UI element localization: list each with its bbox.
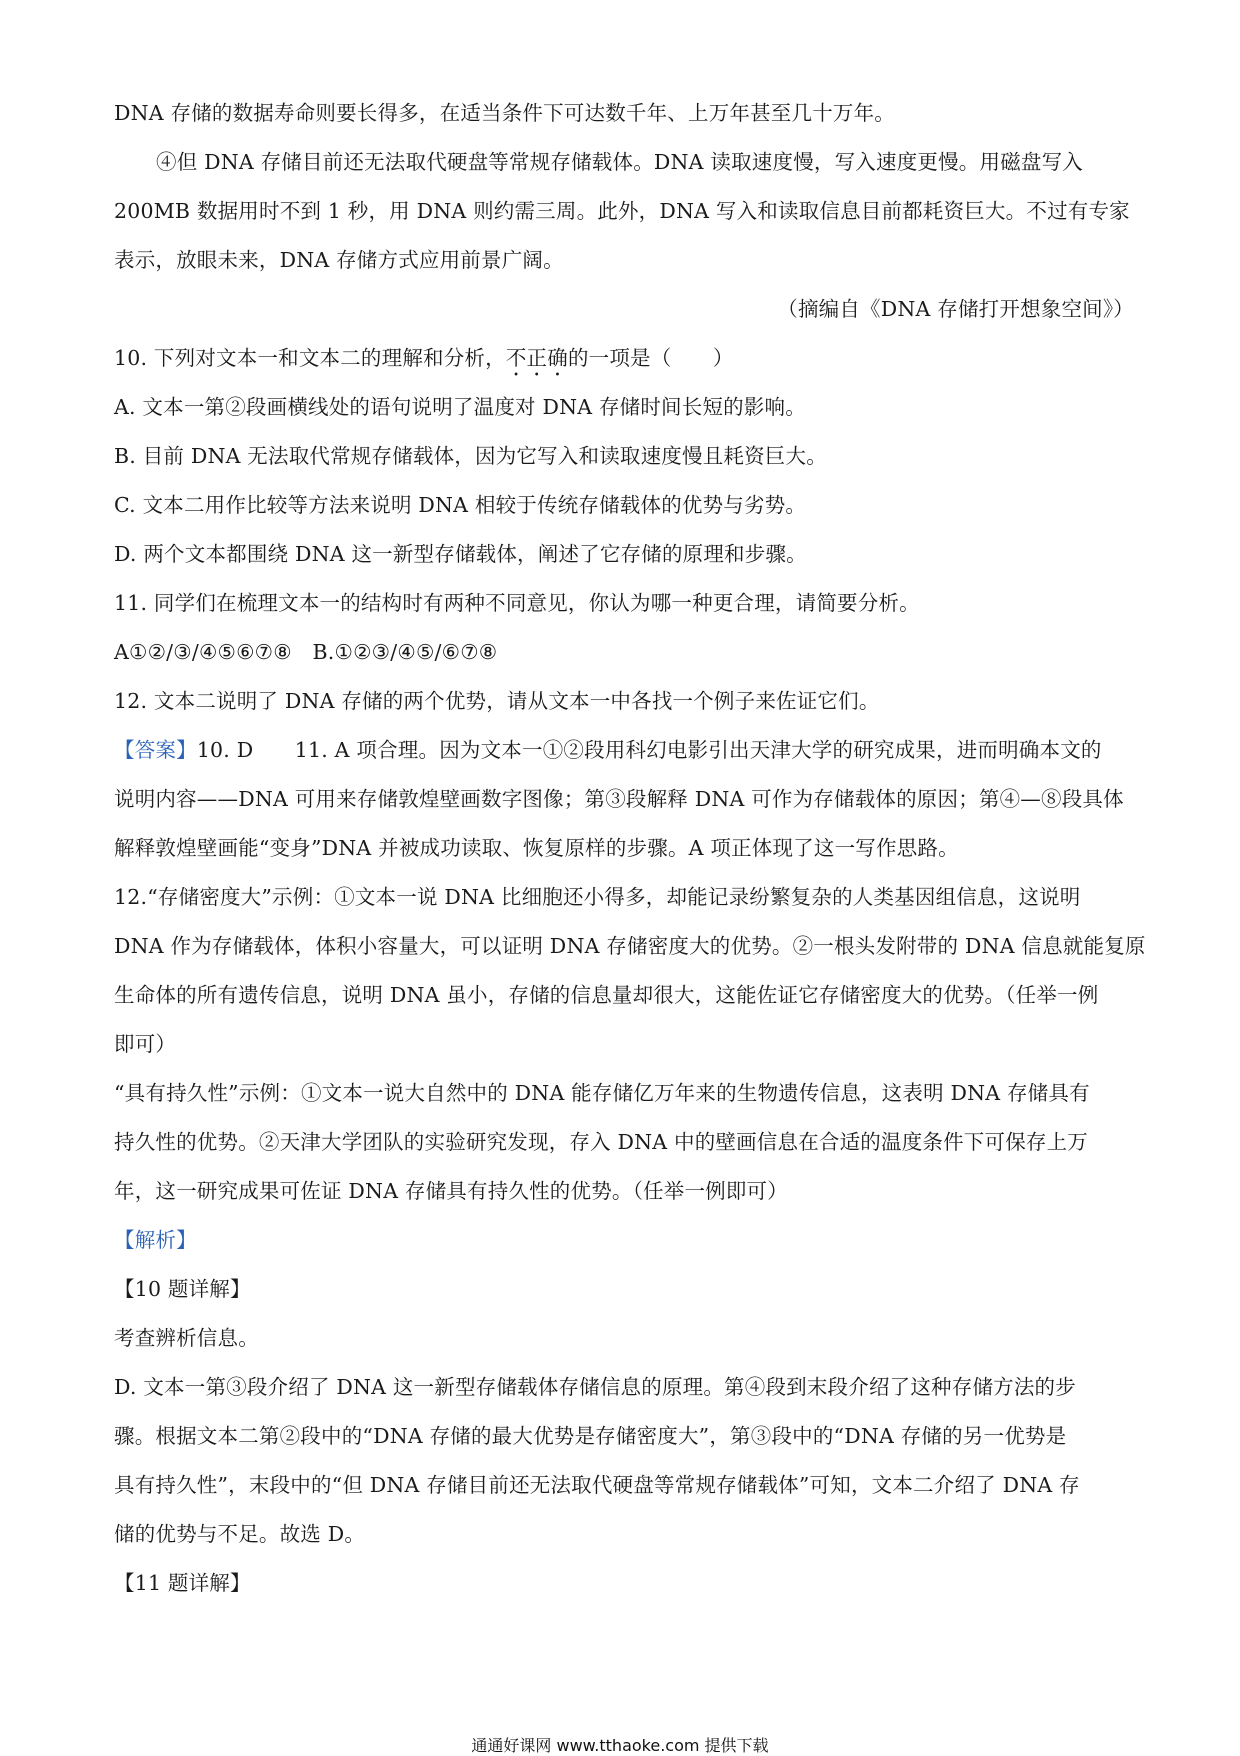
- analysis-label: 【解析】: [114, 1228, 197, 1252]
- question-10-option-c: C. 文本二用作比较等方法来说明 DNA 相较于传统存储载体的优势与劣势。: [114, 493, 807, 517]
- answer-density-line: 生命体的所有遗传信息，说明 DNA 虽小，存储的信息量却很大，这能佐证它存储密度大的优势。（任举一例: [114, 983, 1099, 1007]
- answer-density-line: DNA 作为存储载体，体积小容量大，可以证明 DNA 存储密度大的优势。②一根头发附带的 DNA 信息就能复原: [114, 934, 1146, 958]
- passage-line: DNA 存储的数据寿命则要长得多，在适当条件下可达数千年、上万年甚至几十万年。: [114, 101, 895, 125]
- analysis-q10-line: D. 文本一第③段介绍了 DNA 这一新型存储载体存储信息的原理。第④段到末段介绍了这种存储方法的步: [114, 1375, 1076, 1399]
- passage-paragraph-4-line: 表示，放眼未来，DNA 存储方式应用前景广阔。: [114, 248, 564, 272]
- page-footer: 通通好课网 www.tthaoke.com 提供下载: [471, 1736, 769, 1755]
- answer-line: 解释敦煌壁画能“变身”DNA 并被成功读取、恢复原样的步骤。A 项正体现了这一写作思路。: [114, 836, 959, 860]
- question-10-emphasis: 不正确: [505, 346, 568, 370]
- answer-durable-line: 年，这一研究成果可佐证 DNA 存储具有持久性的优势。（任举一例即可）: [114, 1179, 788, 1203]
- analysis-q11-heading: 【11 题详解】: [114, 1571, 251, 1595]
- answer-line: 说明内容——DNA 可用来存储敦煌壁画数字图像；第③段解释 DNA 可作为存储载体的原因；第④—⑧段具体: [114, 787, 1124, 811]
- document-page: [114, 98, 1146, 1617]
- question-11: 11. 同学们在梳理文本一的结构时有两种不同意见，你认为哪一种更合理，请简要分析。: [114, 591, 920, 615]
- question-12: 12. 文本二说明了 DNA 存储的两个优势，请从文本一中各找一个例子来佐证它们。: [114, 689, 880, 713]
- answer-durable-line: 持久性的优势。②天津大学团队的实验研究发现，存入 DNA 中的壁画信息在合适的温度条件下可保存上万: [114, 1130, 1089, 1154]
- answer-durable-line: “具有持久性”示例：①文本一说大自然中的 DNA 能存储亿万年来的生物遗传信息，这表明 DNA 存储具有: [114, 1081, 1090, 1105]
- answer-label: 【答案】: [114, 738, 197, 762]
- answer-density-line: 即可）: [114, 1032, 177, 1056]
- analysis-q10-line: 储的优势与不足。故选 D。: [114, 1522, 366, 1546]
- passage-paragraph-4-line: 200MB 数据用时不到 1 秒，用 DNA 则约需三周。此外，DNA 写入和读取信息目前都耗资巨大。不过有专家: [114, 199, 1130, 223]
- question-10-option-a: A. 文本一第②段画横线处的语句说明了温度对 DNA 存储时间长短的影响。: [114, 395, 806, 419]
- question-10-suffix: 的一项是（ ）: [567, 346, 734, 370]
- analysis-q10-intro: 考查辨析信息。: [114, 1326, 259, 1350]
- question-11-options: A①②/③/④⑤⑥⑦⑧ B.①②③/④⑤/⑥⑦⑧: [114, 640, 498, 664]
- answer-text: 10. D 11. A 项合理。因为文本一①②段用科幻电影引出天津大学的研究成果，进而明确本文的: [196, 738, 1102, 762]
- analysis-q10-line: 骤。根据文本二第②段中的“DNA 存储的最大优势是存储密度大”，第③段中的“DNA 存储的另一优势是: [114, 1424, 1067, 1448]
- question-10-option-d: D. 两个文本都围绕 DNA 这一新型存储载体，阐述了它存储的原理和步骤。: [114, 542, 807, 566]
- analysis-q10-heading: 【10 题详解】: [114, 1277, 251, 1301]
- passage-source: （摘编自《DNA 存储打开想象空间》）: [777, 297, 1134, 321]
- question-10: [114, 343, 1134, 373]
- question-10-option-b: B. 目前 DNA 无法取代常规存储载体，因为它写入和读取速度慢且耗资巨大。: [114, 444, 827, 468]
- question-10-prefix: 10. 下列对文本一和文本二的理解和分析，: [114, 346, 506, 370]
- answer-line: [114, 735, 1134, 765]
- answer-density-line: 12.“存储密度大”示例：①文本一说 DNA 比细胞还小得多，却能记录纷繁复杂的人类基因组信息，这说明: [114, 885, 1081, 909]
- passage-paragraph-4-line: ④但 DNA 存储目前还无法取代硬盘等常规存储载体。DNA 读取速度慢，写入速度更慢。用磁盘写入: [156, 150, 1084, 174]
- analysis-q10-line: 具有持久性”，末段中的“但 DNA 存储目前还无法取代硬盘等常规存储载体”可知，文本二介绍了 DNA 存: [114, 1473, 1080, 1497]
